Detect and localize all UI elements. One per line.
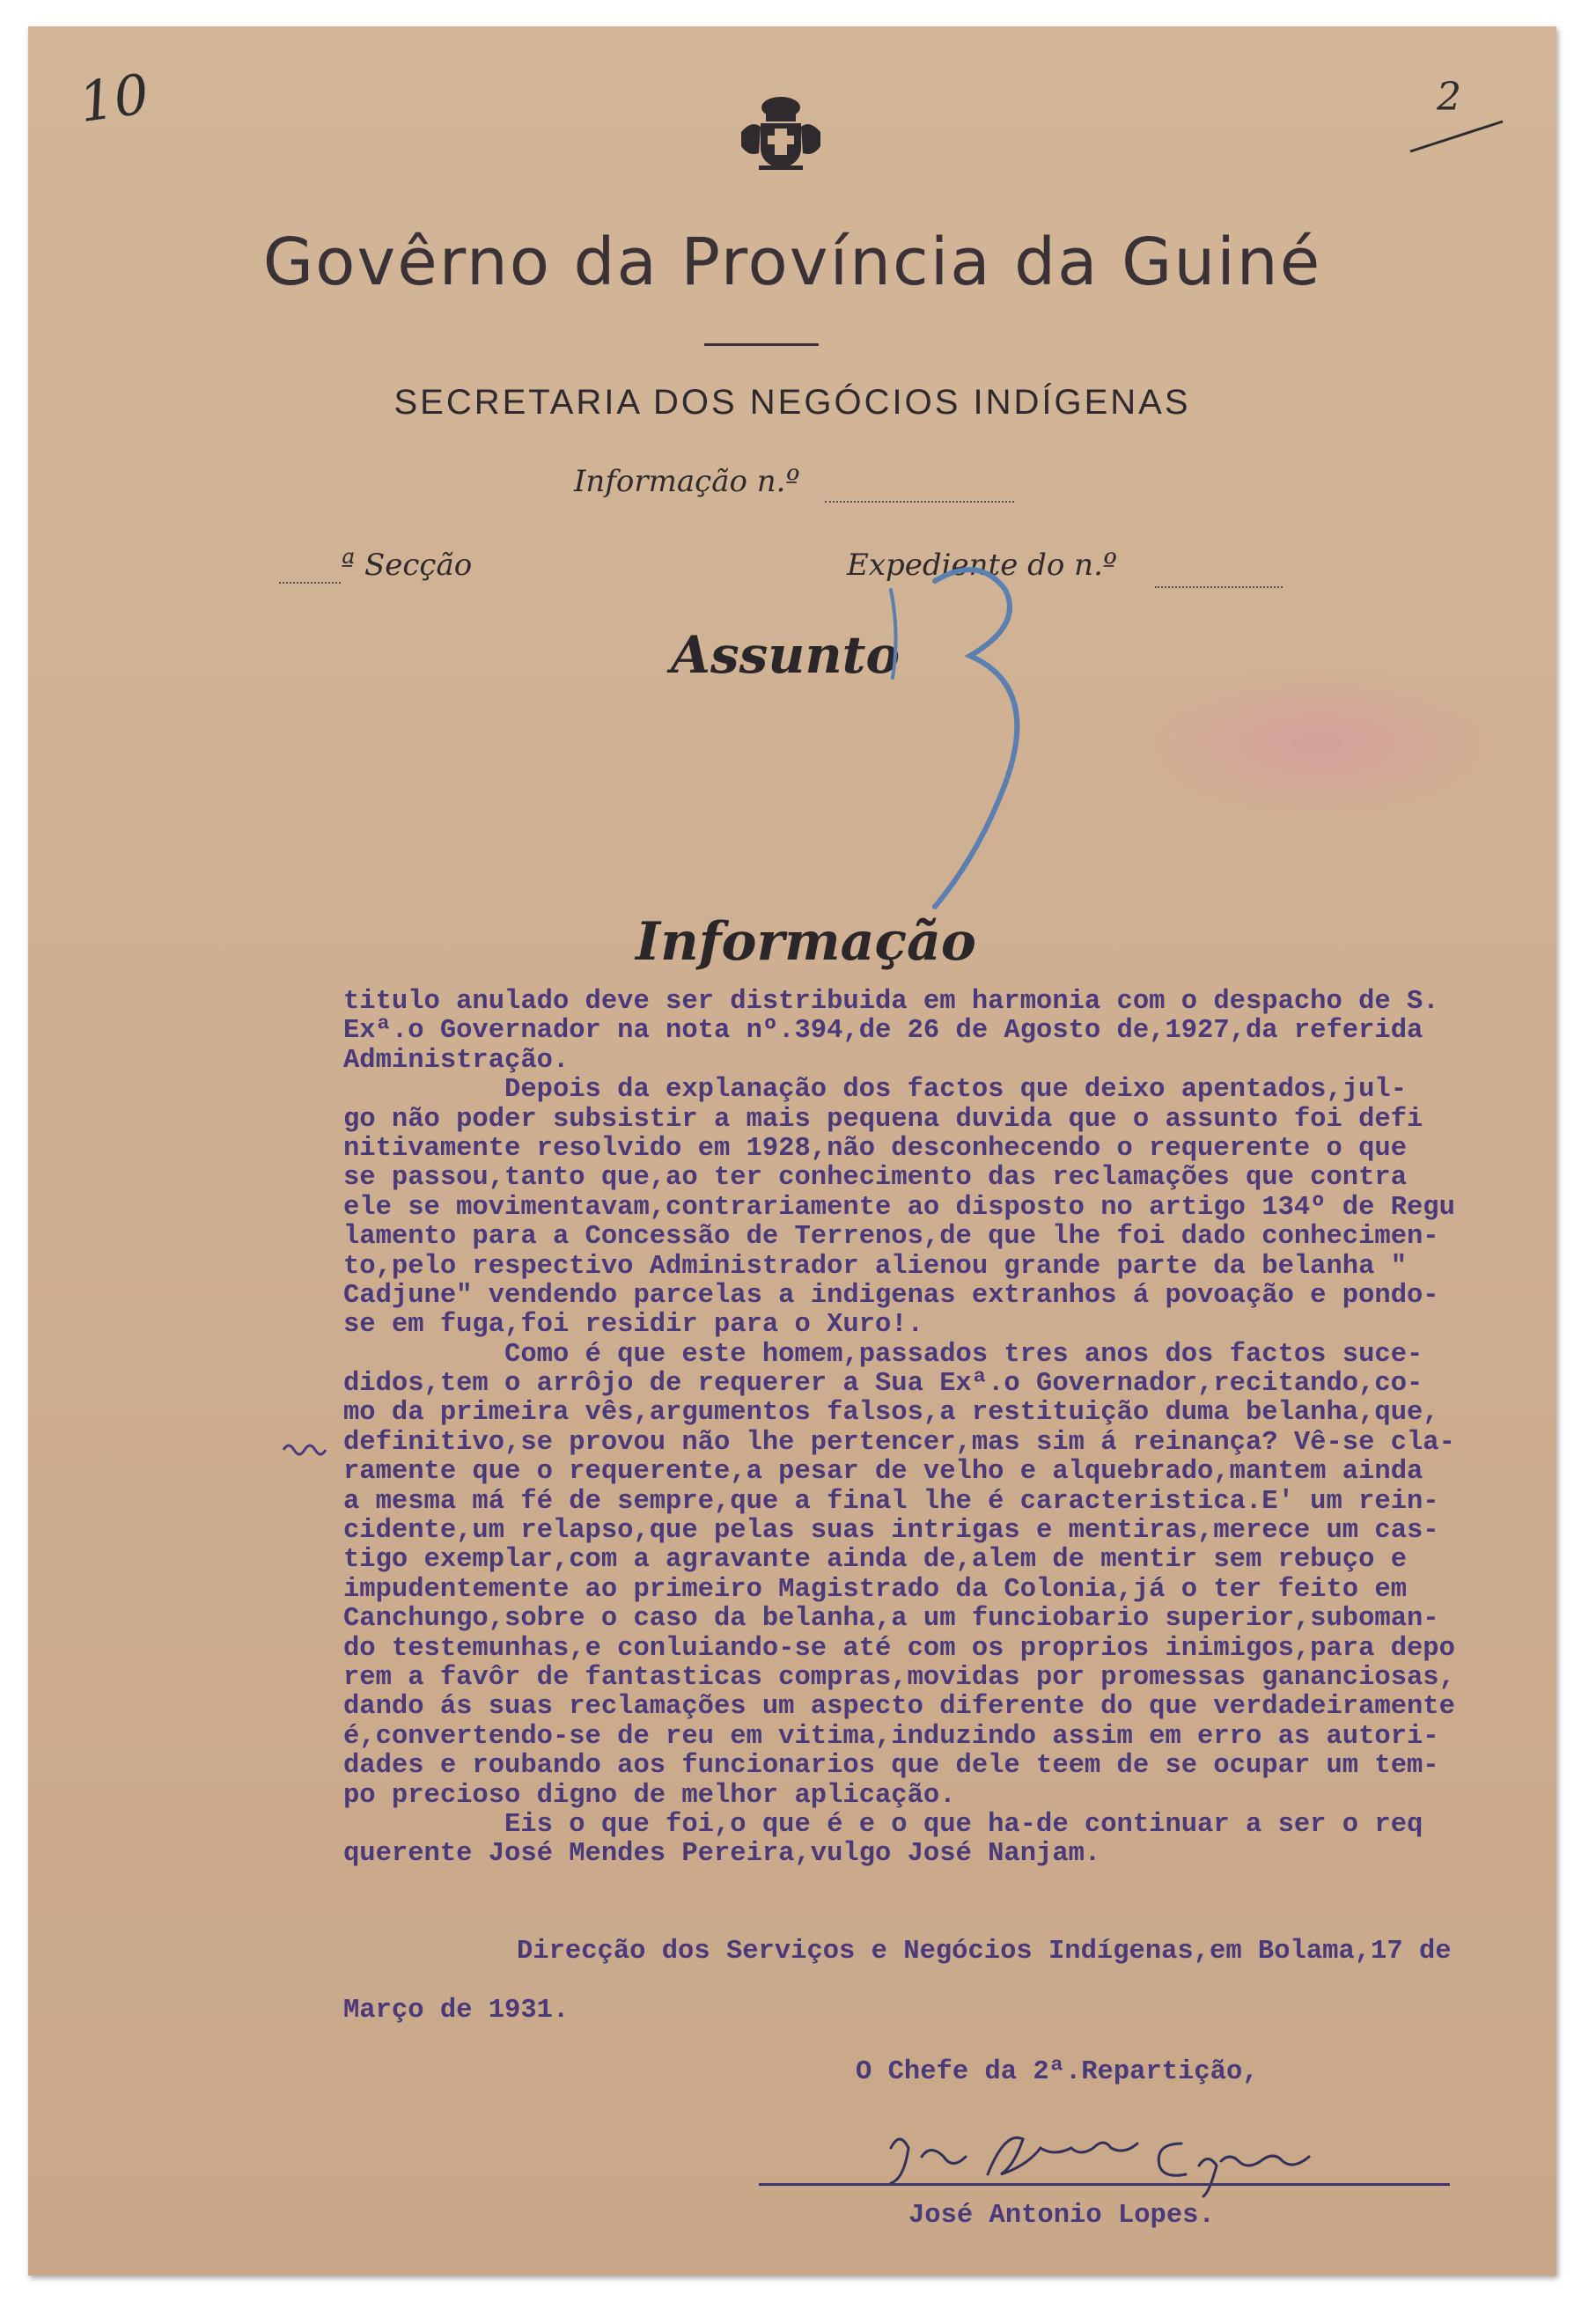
body-line: cidente,um relapso,que pelas suas intrigas e mentiras,merece um cas- — [343, 1516, 1439, 1547]
body-text — [343, 988, 1576, 1870]
body-line: a mesma má fé de sempre,que a final lhe é caracteristica.E' um rein- — [343, 1486, 1439, 1517]
place-line: Direcção dos Serviços e Negócios Indígenas,em Bolama,17 de — [517, 1937, 1452, 1967]
body-line: Como é que este homem,passados tres anos dos factos suce- — [343, 1339, 1423, 1370]
informacao-number-label: Informação n.º — [574, 464, 800, 499]
signer-name: José Antonio Lopes. — [908, 2201, 1215, 2231]
body-line: querente José Mendes Pereira,vulgo José Nanjam. — [343, 1839, 1101, 1870]
body-line: definitivo,se provou não lhe pertencer,mas sim á reinança? Vê-se cla- — [343, 1427, 1455, 1458]
page-number-annotation: 2 — [1437, 75, 1461, 120]
body-line: impudentemente ao primeiro Magistrado da Colonia,já o ter feito em — [343, 1574, 1407, 1605]
seccao-label: ª Secção — [341, 548, 473, 583]
body-line: Administração. — [343, 1045, 570, 1076]
date-line: Março de 1931. — [343, 1996, 570, 2026]
expediente-label: Expediente do n.º — [847, 548, 1117, 583]
body-line: nitivamente resolvido em 1928,não desconhecendo o requerente o que — [343, 1133, 1407, 1164]
seccao-blank — [279, 581, 341, 584]
department-heading: SECRETARIA DOS NEGÓCIOS INDÍGENAS — [393, 383, 1191, 422]
body-line: é,convertendo-se de reu em vitima,induzindo assim em erro as autori- — [343, 1721, 1439, 1752]
body-line: Eis o que foi,o que é e o que ha-de continuar a ser o req — [343, 1809, 1423, 1840]
body-line: dades e roubando aos funcionarios que dele teem de se ocupar um tem- — [343, 1751, 1439, 1782]
body-line: to,pelo respectivo Administrador alienou grande parte da belanha " — [343, 1251, 1407, 1282]
body-line: go não poder subsistir a mais pequena duvida que o assunto foi defi — [343, 1104, 1423, 1135]
body-line: tigo exemplar,com a agravante ainda de,alem de mentir sem rebuço e — [343, 1545, 1407, 1576]
page-number-underline — [1406, 114, 1511, 158]
informacao-number-blank — [825, 500, 1014, 503]
body-line: Exª.o Governador na nota nº.394,de 26 de Agosto de,1927,da referida — [343, 1016, 1423, 1047]
margin-mark — [282, 1439, 335, 1457]
body-line: rem a favôr de fantasticas compras,movidas por promessas gananciosas, — [343, 1662, 1455, 1693]
assunto-heading: Assunto — [671, 625, 901, 685]
chief-line: O Chefe da 2ª.Repartição, — [856, 2057, 1259, 2087]
expediente-blank — [1155, 585, 1283, 588]
body-line: dando ás suas reclamações um aspecto diferente do que verdadeiramente — [343, 1692, 1455, 1723]
body-line: po precioso digno de melhor aplicação. — [343, 1780, 956, 1811]
section-title: Informação — [636, 911, 976, 973]
signature-line — [759, 2183, 1450, 2186]
body-line: do testemunhas,e conluiando-se até com os proprios inimigos,para depo — [343, 1633, 1455, 1664]
title-divider — [704, 343, 819, 346]
body-line: Canchungo,sobre o caso da belanha,a um funciobario superior,suboman- — [343, 1604, 1439, 1635]
faded-stamp — [1129, 669, 1507, 819]
document-sheet — [28, 26, 1556, 2276]
blue-pencil-mark — [873, 555, 1067, 924]
handwritten-signature — [873, 2122, 1366, 2201]
body-line: se passou,tanto que,ao ter conhecimento das reclamações que contra — [343, 1163, 1407, 1194]
coat-of-arms-icon — [732, 88, 829, 176]
body-line: Cadjune" vendendo parcelas a indigenas extranhos á povoação e pondo- — [343, 1280, 1439, 1311]
body-line: titulo anulado deve ser distribuida em harmonia com o despacho de S. — [343, 987, 1439, 1017]
corner-annotation: 10 — [75, 61, 153, 136]
page-title: Govêrno da Província da Guiné — [262, 224, 1322, 300]
body-line: se em fuga,foi residir para o Xuro!. — [343, 1310, 923, 1341]
body-line: lamento para a Concessão de Terrenos,de que lhe foi dado conhecimen- — [343, 1222, 1439, 1253]
body-line: ramente que o requerente,a pesar de velho e alquebrado,mantem ainda — [343, 1457, 1423, 1488]
body-line: mo da primeira vês,argumentos falsos,a restituição duma belanha,que, — [343, 1398, 1439, 1429]
body-line: Depois da explanação dos factos que deixo apentados,jul- — [343, 1075, 1407, 1106]
body-line: didos,tem o arrôjo de requerer a Sua Exª.o Governador,recitando,co- — [343, 1369, 1423, 1400]
body-line: ele se movimentavam,contrariamente ao disposto no artigo 134º de Regu — [343, 1192, 1455, 1223]
